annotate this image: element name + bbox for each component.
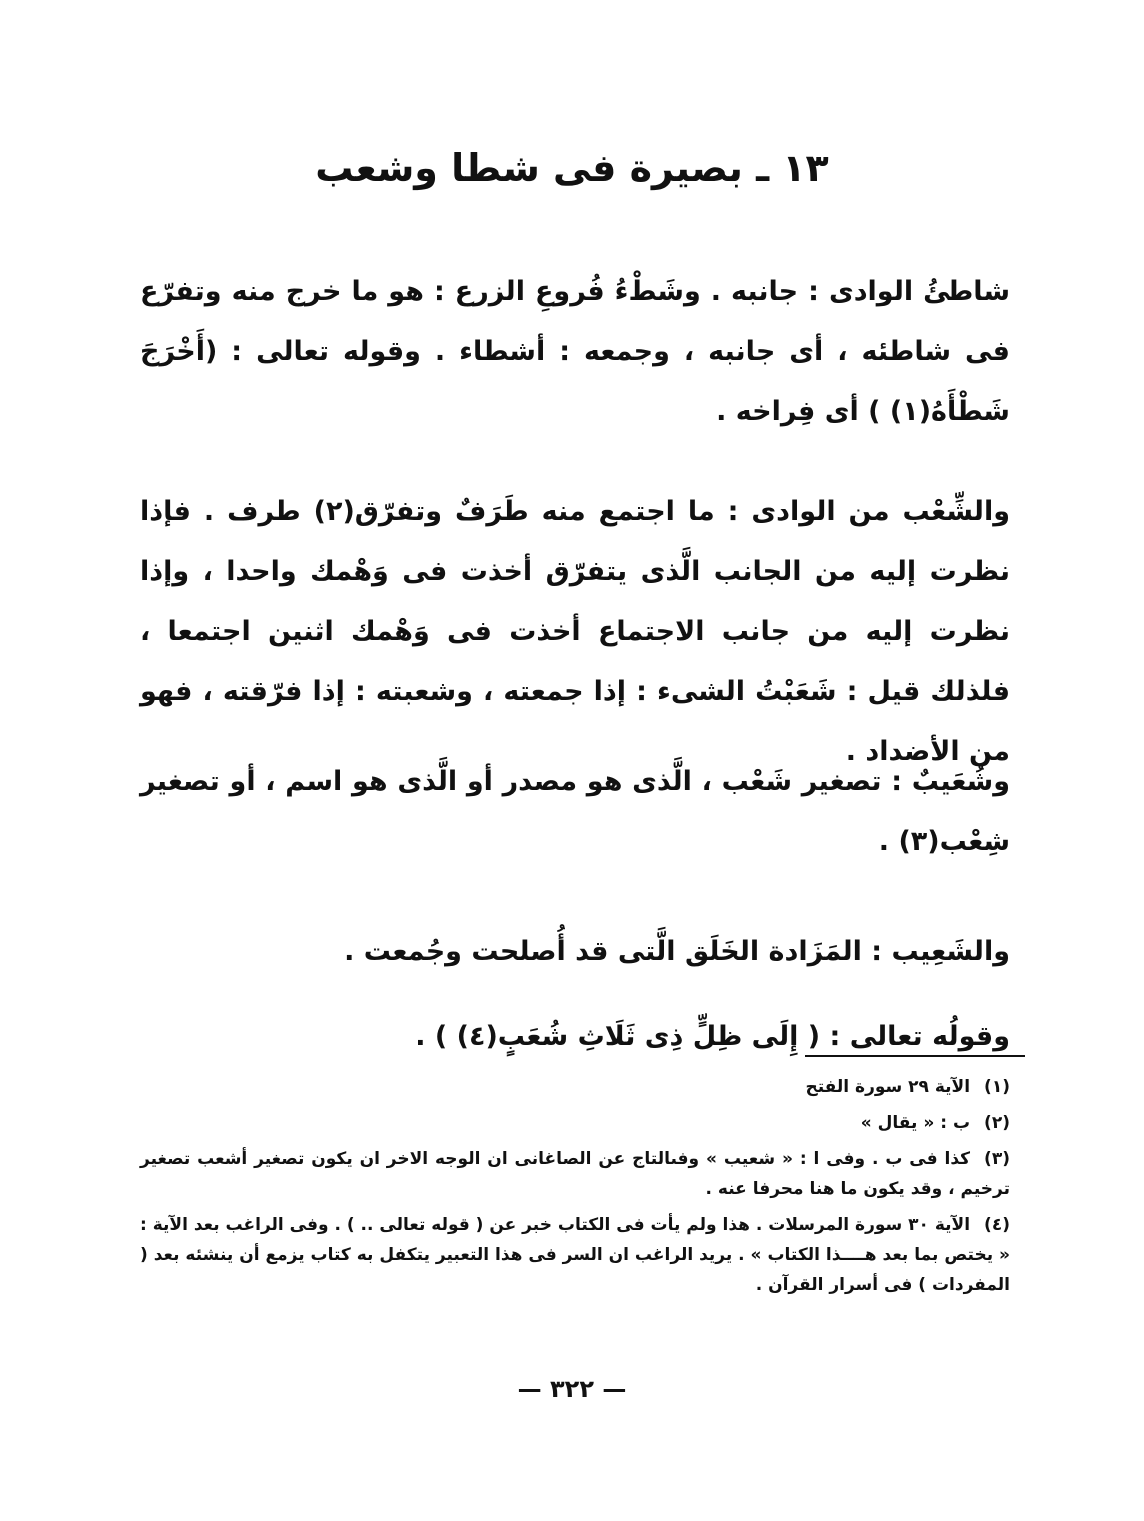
footnote-text: كذا فى ب . وفى ا : « شعيب » وفىالتاج عن الصاغانى ان الوجه الاخر ان يكون تصغير أشعب تصغير ترخيم ، وقد يكون ما هنا محرفا عنه . — [140, 1149, 1010, 1199]
footnotes — [140, 1072, 1010, 1306]
paragraph-shib: والشِّعْب من الوادى : ما اجتمع منه طَرَفٌ وتفرّق(٢) طرف . فإذا نظرت إليه من الجانب الَّذى يتفرّق أخذت فى وَهْمك واحدا ، وإذا نظرت إليه من جانب الاجتماع أخذت فى وَهْمك اثنين اجتمعا ، فلذلك قيل : شَعَبْتُ الشىء : إذا جمعته ، وشعبته : إذا فرّقته ، فهو من الأضداد . — [140, 496, 1010, 767]
footnote-number: (٤) — [984, 1215, 1010, 1235]
footnote-text: ب : « يقال » — [860, 1113, 971, 1133]
footnote-number: (٣) — [984, 1149, 1010, 1169]
footnote-4 — [140, 1210, 1010, 1300]
footnote-text: الآية ٢٩ سورة الفتح — [805, 1077, 971, 1097]
footnote-divider — [805, 1055, 1025, 1057]
paragraph-shuayb: وشُعَيبٌ : تصغير شَعْب ، الَّذى هو مصدر أو الَّذى هو اسم ، أو تصغير شِعْب(٣) . — [140, 766, 1010, 857]
footnote-text: الآية ٣٠ سورة المرسلات . هذا ولم يأت فى الكتاب خبر عن ( قوله تعالى .. ) . وفى الراغب بعد الآية : « يختص بما بعد هــــذا الكتاب » . يريد الراغب ان السر فى هذا التعبير يتكفل به كتاب يزمع أن ينشئه بعد ( المفردات ) فى أسرار القرآن . — [140, 1215, 1010, 1295]
paragraph-shati: شاطئُ الوادى : جانبه . وشَطْءُ فُروعِ الزرع : هو ما خرج منه وتفرّع فى شاطئه ، أى جانبه ، وجمعه : أشطاء . وقوله تعالى : (أَخْرَجَ شَطْأَهُ(١) ) أى فِراخه . — [140, 276, 1010, 427]
paragraph-shaib: والشَعِيب : المَزَادة الخَلَق الَّتى قد أُصلحت وجُمعت . — [344, 936, 1010, 967]
paragraph-quran-verse: وقولُه تعالى : ( إِلَى ظِلٍّ ذِى ثَلَاثِ شُعَبٍ(٤) ) . — [415, 1021, 1010, 1052]
footnote-2 — [140, 1108, 1010, 1138]
section-title: ١٣ ـ بصيرة فى شطا وشعب — [315, 146, 829, 190]
page-number: — ٣٢٢ — — [517, 1375, 627, 1403]
footnote-1 — [140, 1072, 1010, 1102]
footnote-number: (١) — [984, 1077, 1010, 1097]
footnote-3 — [140, 1144, 1010, 1204]
footnote-number: (٢) — [984, 1113, 1010, 1133]
